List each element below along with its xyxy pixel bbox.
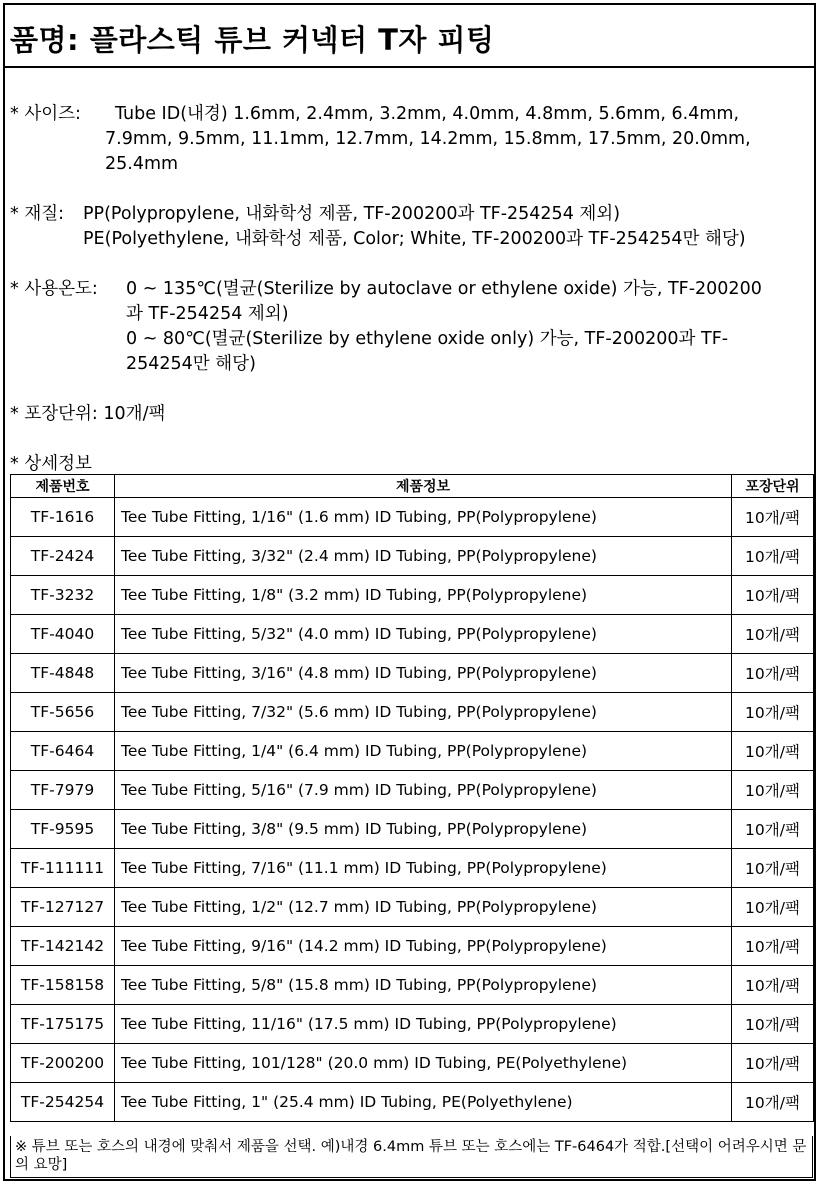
product-table [10, 474, 814, 1122]
pack-unit: 10개/팩 [732, 1083, 814, 1122]
spec-temperature-line: 254254만 해당) [126, 354, 256, 374]
product-code: TF-7979 [11, 771, 115, 810]
pack-unit: 10개/팩 [732, 498, 814, 537]
table-row [11, 888, 814, 927]
spec-packaging-value: 10개/팩 [103, 404, 166, 424]
table-row [11, 576, 814, 615]
pack-unit: 10개/팩 [732, 576, 814, 615]
table-row [11, 771, 814, 810]
spec-material-value [83, 202, 746, 252]
product-code: TF-175175 [11, 1005, 115, 1044]
pack-unit: 10개/팩 [732, 537, 814, 576]
pack-unit: 10개/팩 [732, 693, 814, 732]
product-code: TF-254254 [11, 1083, 115, 1122]
detail-heading: * 상세정보 [10, 454, 92, 474]
product-code: TF-127127 [11, 888, 115, 927]
product-info: Tee Tube Fitting, 9/16" (14.2 mm) ID Tubing, PP(Polypropylene) [115, 927, 732, 966]
product-code: TF-9595 [11, 810, 115, 849]
product-code: TF-3232 [11, 576, 115, 615]
pack-unit: 10개/팩 [732, 1005, 814, 1044]
spec-temperature [10, 277, 98, 302]
product-code: TF-4848 [11, 654, 115, 693]
product-info: Tee Tube Fitting, 7/32" (5.6 mm) ID Tubing, PP(Polypropylene) [115, 693, 732, 732]
product-code: TF-6464 [11, 732, 115, 771]
spec-size-cont [105, 127, 751, 177]
spec-temperature-line: 0 ~ 80℃(멸균(Sterilize by ethylene oxide only) 가능, TF-200200과 TF- [126, 329, 729, 349]
pack-unit: 10개/팩 [732, 966, 814, 1005]
pack-unit: 10개/팩 [732, 849, 814, 888]
pack-unit: 10개/팩 [732, 927, 814, 966]
product-info: Tee Tube Fitting, 1/2" (12.7 mm) ID Tubing, PP(Polypropylene) [115, 888, 732, 927]
header-pack: 포장단위 [732, 475, 814, 498]
spec-packaging [10, 402, 165, 427]
product-info: Tee Tube Fitting, 1/4" (6.4 mm) ID Tubing, PP(Polypropylene) [115, 732, 732, 771]
pack-unit: 10개/팩 [732, 732, 814, 771]
product-info: Tee Tube Fitting, 1" (25.4 mm) ID Tubing, PE(Polyethylene) [115, 1083, 732, 1122]
product-code: TF-158158 [11, 966, 115, 1005]
pack-unit: 10개/팩 [732, 1044, 814, 1083]
table-row [11, 849, 814, 888]
header-code: 제품번호 [11, 475, 115, 498]
product-info: Tee Tube Fitting, 3/32" (2.4 mm) ID Tubing, PP(Polypropylene) [115, 537, 732, 576]
product-info: Tee Tube Fitting, 11/16" (17.5 mm) ID Tubing, PP(Polypropylene) [115, 1005, 732, 1044]
selection-note: ※ 튜브 또는 호스의 내경에 맞춰서 제품을 선택. 예)내경 6.4mm 튜브 또는 호스에는 TF-6464가 적합.[선택이 어려우시면 문의 요망] [10, 1136, 813, 1178]
table-row [11, 537, 814, 576]
pack-unit: 10개/팩 [732, 615, 814, 654]
product-info: Tee Tube Fitting, 1/8" (3.2 mm) ID Tubing, PP(Polypropylene) [115, 576, 732, 615]
spec-temperature-line: 과 TF-254254 제외) [126, 304, 289, 324]
spec-temperature-value [126, 277, 762, 377]
table-row [11, 1044, 814, 1083]
product-info: Tee Tube Fitting, 5/16" (7.9 mm) ID Tubing, PP(Polypropylene) [115, 771, 732, 810]
spec-packaging-label: * 포장단위: [10, 404, 104, 424]
table-row [11, 1005, 814, 1044]
spec-size-value [115, 102, 739, 127]
spec-size-line: 25.4mm [105, 154, 179, 174]
product-info: Tee Tube Fitting, 3/16" (4.8 mm) ID Tubing, PP(Polypropylene) [115, 654, 732, 693]
table-row [11, 927, 814, 966]
table-row [11, 810, 814, 849]
table-header-row [11, 475, 814, 498]
table-row [11, 654, 814, 693]
product-code: TF-4040 [11, 615, 115, 654]
pack-unit: 10개/팩 [732, 810, 814, 849]
spec-material-label: * 재질: [10, 204, 65, 224]
spec-temperature-label: * 사용온도: [10, 279, 98, 299]
product-info: Tee Tube Fitting, 5/8" (15.8 mm) ID Tubing, PP(Polypropylene) [115, 966, 732, 1005]
product-info: Tee Tube Fitting, 101/128" (20.0 mm) ID Tubing, PE(Polyethylene) [115, 1044, 732, 1083]
table-row [11, 1083, 814, 1122]
spec-size-line: 7.9mm, 9.5mm, 11.1mm, 12.7mm, 14.2mm, 15.8mm, 17.5mm, 20.0mm, [105, 129, 751, 149]
pack-unit: 10개/팩 [732, 654, 814, 693]
product-code: TF-1616 [11, 498, 115, 537]
table-row [11, 498, 814, 537]
product-title: 품명: 플라스틱 튜브 커넥터 T자 피팅 [10, 23, 495, 57]
pack-unit: 10개/팩 [732, 888, 814, 927]
spec-temperature-line: 0 ~ 135℃(멸균(Sterilize by autoclave or ethylene oxide) 가능, TF-200200 [126, 279, 762, 299]
header-info: 제품정보 [115, 475, 732, 498]
title-divider [5, 66, 816, 68]
spec-material-line: PP(Polypropylene, 내화학성 제품, TF-200200과 TF-254254 제외) [83, 204, 621, 224]
product-code: TF-5656 [11, 693, 115, 732]
product-info: Tee Tube Fitting, 5/32" (4.0 mm) ID Tubing, PP(Polypropylene) [115, 615, 732, 654]
spec-material-line: PE(Polyethylene, 내화학성 제품, Color; White, TF-200200과 TF-254254만 해당) [83, 229, 746, 249]
spec-material [10, 202, 64, 227]
product-code: TF-142142 [11, 927, 115, 966]
table-row [11, 615, 814, 654]
spec-size-line: Tube ID(내경) 1.6mm, 2.4mm, 3.2mm, 4.0mm, 4.8mm, 5.6mm, 6.4mm, [115, 104, 740, 124]
product-code: TF-2424 [11, 537, 115, 576]
table-row [11, 966, 814, 1005]
product-code: TF-111111 [11, 849, 115, 888]
table-row [11, 693, 814, 732]
product-info: Tee Tube Fitting, 7/16" (11.1 mm) ID Tubing, PP(Polypropylene) [115, 849, 732, 888]
product-info: Tee Tube Fitting, 1/16" (1.6 mm) ID Tubing, PP(Polypropylene) [115, 498, 732, 537]
table-row [11, 732, 814, 771]
spec-size [10, 102, 740, 127]
pack-unit: 10개/팩 [732, 771, 814, 810]
spec-size-label: * 사이즈: [10, 104, 81, 124]
product-info: Tee Tube Fitting, 3/8" (9.5 mm) ID Tubing, PP(Polypropylene) [115, 810, 732, 849]
product-code: TF-200200 [11, 1044, 115, 1083]
